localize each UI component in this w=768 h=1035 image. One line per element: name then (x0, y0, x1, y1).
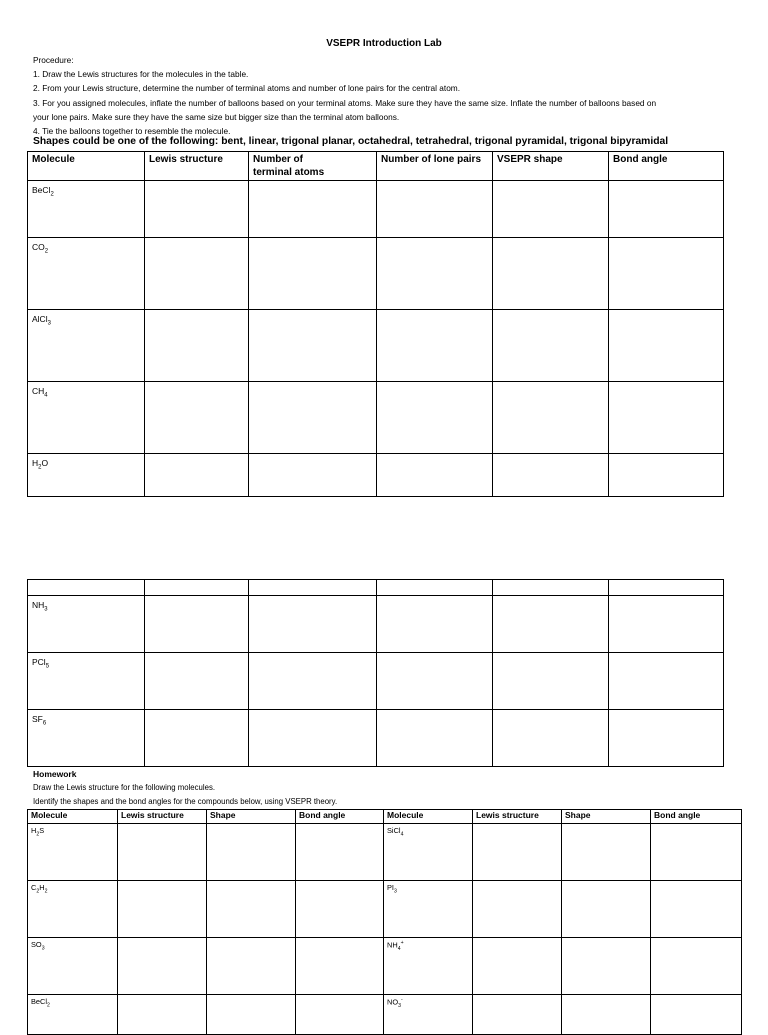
formula-base: C (31, 883, 37, 892)
table-row (28, 454, 724, 497)
formula-subscript: 3 (398, 1002, 401, 1009)
lewis-cell[interactable] (145, 310, 249, 382)
formula-subscript: 2 (36, 831, 40, 838)
page-title: VSEPR Introduction Lab (326, 38, 442, 49)
formula-subscript: 2 (36, 888, 40, 895)
lewis-cell[interactable] (145, 181, 249, 238)
angle-cell[interactable] (609, 238, 724, 310)
lone-pairs-cell[interactable] (377, 238, 493, 310)
shape-cell[interactable] (493, 710, 609, 767)
lone-pairs-cell[interactable] (377, 454, 493, 497)
shape-cell[interactable] (562, 881, 651, 938)
procedure-step-1: 1. Draw the Lewis structures for the molecules in the table. (33, 69, 249, 80)
shape-cell[interactable] (493, 653, 609, 710)
molecule-cell (384, 938, 473, 995)
shape-cell[interactable] (493, 181, 609, 238)
shape-cell[interactable] (207, 881, 296, 938)
table-header-row (28, 580, 724, 596)
table-row (28, 238, 724, 310)
formula-base: CH (32, 386, 45, 396)
formula-base: AlCl (32, 314, 48, 324)
terminal-cell[interactable] (249, 454, 377, 497)
formula-base: BeCl (31, 997, 48, 1006)
angle-cell[interactable] (651, 995, 742, 1035)
header-terminal-atoms-line1: Number of (253, 154, 303, 165)
homework-title: Homework (33, 769, 77, 779)
lewis-cell[interactable] (118, 995, 207, 1035)
lone-pairs-cell[interactable] (377, 310, 493, 382)
lewis-cell[interactable] (145, 382, 249, 454)
shape-cell[interactable] (562, 995, 651, 1035)
formula-subscript: 4 (44, 392, 48, 399)
header-bond-angle-2: Bond angle (651, 810, 742, 824)
header-vsepr-shape: VSEPR shape (493, 152, 609, 181)
formula-charge: - (400, 997, 403, 1003)
terminal-cell[interactable] (249, 181, 377, 238)
lone-pairs-cell[interactable] (377, 653, 493, 710)
molecule-cell (28, 454, 145, 497)
terminal-cell[interactable] (249, 238, 377, 310)
lewis-cell[interactable] (145, 710, 249, 767)
terminal-cell[interactable] (249, 310, 377, 382)
header-molecule-2: Molecule (384, 810, 473, 824)
shape-cell[interactable] (493, 454, 609, 497)
empty-header-cell (145, 580, 249, 596)
header-terminal-atoms-line2: terminal atoms (253, 167, 325, 178)
formula-base: PCl (32, 657, 46, 667)
shape-cell[interactable] (207, 938, 296, 995)
formula-subscript: 3 (41, 945, 45, 952)
formula-subscript: 3 (44, 606, 48, 613)
formula-tail: S (39, 826, 45, 835)
formula-base: NO (387, 997, 399, 1007)
formula-tail: H (39, 883, 45, 892)
terminal-cell[interactable] (249, 382, 377, 454)
angle-cell[interactable] (651, 881, 742, 938)
header-molecule: Molecule (28, 152, 145, 181)
formula-base: SiCl (387, 826, 401, 835)
molecule-cell (28, 238, 145, 310)
formula-base: NH (387, 940, 398, 950)
table-header-row (28, 152, 724, 181)
table-row (28, 310, 724, 382)
procedure-step-4: 4. Tie the balloons together to resemble the molecule. (33, 126, 231, 137)
formula-subscript: 2 (47, 1002, 50, 1009)
lewis-cell[interactable] (473, 824, 562, 881)
molecule-cell (28, 382, 145, 454)
terminal-cell[interactable] (249, 653, 377, 710)
shape-cell[interactable] (207, 824, 296, 881)
angle-cell[interactable] (651, 938, 742, 995)
header-lewis-structure: Lewis structure (118, 810, 207, 824)
molecule-cell (28, 938, 118, 995)
lewis-cell[interactable] (145, 653, 249, 710)
formula-subscript: 2 (44, 248, 49, 255)
lewis-cell[interactable] (473, 881, 562, 938)
empty-header-cell (609, 580, 724, 596)
angle-cell[interactable] (296, 881, 384, 938)
empty-header-cell (249, 580, 377, 596)
angle-cell[interactable] (609, 596, 724, 653)
empty-header-cell (377, 580, 493, 596)
header-lewis-structure: Lewis structure (145, 152, 249, 181)
lewis-cell[interactable] (473, 995, 562, 1035)
procedure-step-3-cont: your lone pairs. Make sure they have the same size but bigger size than the terminal atom balloons. (33, 111, 400, 122)
homework-table (27, 809, 742, 1035)
formula-base: BeCl (32, 185, 51, 195)
formula-base: H (32, 458, 39, 468)
formula-subscript: 2 (50, 191, 54, 198)
molecule-cell (384, 881, 473, 938)
formula-base: NH (32, 600, 45, 610)
header-lone-pairs: Number of lone pairs (377, 152, 493, 181)
formula-subscript: 2 (38, 464, 42, 471)
formula-base: CO (32, 242, 45, 252)
angle-cell[interactable] (609, 310, 724, 382)
procedure-step-3: 3. For you assigned molecules, inflate the number of balloons based on your terminal atoms. Make sure they have the same size. Inflate the number of balloons based on (33, 97, 657, 108)
table-header-row (28, 810, 742, 824)
formula-base: SF (32, 714, 43, 724)
molecule-cell (28, 596, 145, 653)
lewis-cell[interactable] (118, 881, 207, 938)
table-row (28, 653, 724, 710)
molecule-cell (384, 824, 473, 881)
lewis-cell[interactable] (118, 938, 207, 995)
formula-subscript: 4 (400, 831, 404, 838)
header-lewis-structure-2: Lewis structure (473, 810, 562, 824)
molecule-cell (28, 310, 145, 382)
lone-pairs-cell[interactable] (377, 710, 493, 767)
formula-subscript: 3 (47, 320, 51, 327)
terminal-cell[interactable] (249, 596, 377, 653)
lone-pairs-cell[interactable] (377, 181, 493, 238)
procedure (33, 53, 743, 138)
table-row (28, 596, 724, 653)
shape-cell[interactable] (493, 238, 609, 310)
molecule-table-continued (27, 579, 724, 767)
table-row (28, 181, 724, 238)
table-row (28, 995, 742, 1035)
molecule-cell (28, 824, 118, 881)
molecule-cell (384, 995, 473, 1035)
molecule-cell (28, 710, 145, 767)
lewis-cell[interactable] (145, 596, 249, 653)
procedure-heading: Procedure: (33, 55, 74, 65)
shape-cell[interactable] (493, 596, 609, 653)
shapes-note: Shapes could be one of the following: bent, linear, trigonal planar, octahedral, tetrahedral, trigonal pyramidal, trigonal bipyramidal (33, 136, 669, 147)
shape-cell[interactable] (493, 382, 609, 454)
header-terminal-atoms (249, 152, 377, 181)
molecule-table (27, 151, 724, 497)
angle-cell[interactable] (609, 181, 724, 238)
header-shape-2: Shape (562, 810, 651, 824)
table-row (28, 938, 742, 995)
angle-cell[interactable] (609, 653, 724, 710)
homework-instruction-2: Identify the shapes and the bond angles for the compounds below, using VSEPR theory. (33, 797, 338, 806)
formula-subscript: 3 (393, 888, 397, 895)
shape-cell[interactable] (562, 938, 651, 995)
table-row (28, 881, 742, 938)
lewis-cell[interactable] (145, 238, 249, 310)
header-molecule: Molecule (28, 810, 118, 824)
homework-instruction-1: Draw the Lewis structure for the following molecules. (33, 783, 216, 792)
terminal-cell[interactable] (249, 710, 377, 767)
shape-cell[interactable] (493, 310, 609, 382)
shape-cell[interactable] (207, 995, 296, 1035)
formula-base: SO (31, 940, 42, 949)
molecule-cell (28, 653, 145, 710)
lewis-cell[interactable] (473, 938, 562, 995)
lone-pairs-cell[interactable] (377, 596, 493, 653)
formula-tail: O (41, 458, 49, 468)
empty-header-cell (493, 580, 609, 596)
formula-subscript: 6 (42, 720, 47, 727)
formula-base: H (31, 826, 37, 835)
empty-header-cell (28, 580, 145, 596)
angle-cell[interactable] (609, 382, 724, 454)
header-shape: Shape (207, 810, 296, 824)
angle-cell[interactable] (651, 824, 742, 881)
formula-charge: + (400, 940, 404, 946)
molecule-cell (28, 181, 145, 238)
formula-subscript: 4 (397, 945, 401, 952)
formula-subscript-2: 2 (44, 888, 48, 895)
angle-cell[interactable] (296, 824, 384, 881)
header-bond-angle: Bond angle (609, 152, 724, 181)
table-row (28, 824, 742, 881)
formula-subscript: 5 (45, 663, 50, 670)
molecule-cell (28, 995, 118, 1035)
angle-cell[interactable] (296, 995, 384, 1035)
shape-cell[interactable] (562, 824, 651, 881)
table-row (28, 710, 724, 767)
formula-base: PI (387, 883, 394, 892)
lewis-cell[interactable] (145, 454, 249, 497)
angle-cell[interactable] (609, 710, 724, 767)
table-row (28, 382, 724, 454)
procedure-step-2: 2. From your Lewis structure, determine the number of terminal atoms and number of lone pairs for the central atom. (33, 83, 461, 94)
angle-cell[interactable] (296, 938, 384, 995)
lewis-cell[interactable] (118, 824, 207, 881)
lone-pairs-cell[interactable] (377, 382, 493, 454)
angle-cell[interactable] (609, 454, 724, 497)
header-bond-angle: Bond angle (296, 810, 384, 824)
molecule-cell (28, 881, 118, 938)
